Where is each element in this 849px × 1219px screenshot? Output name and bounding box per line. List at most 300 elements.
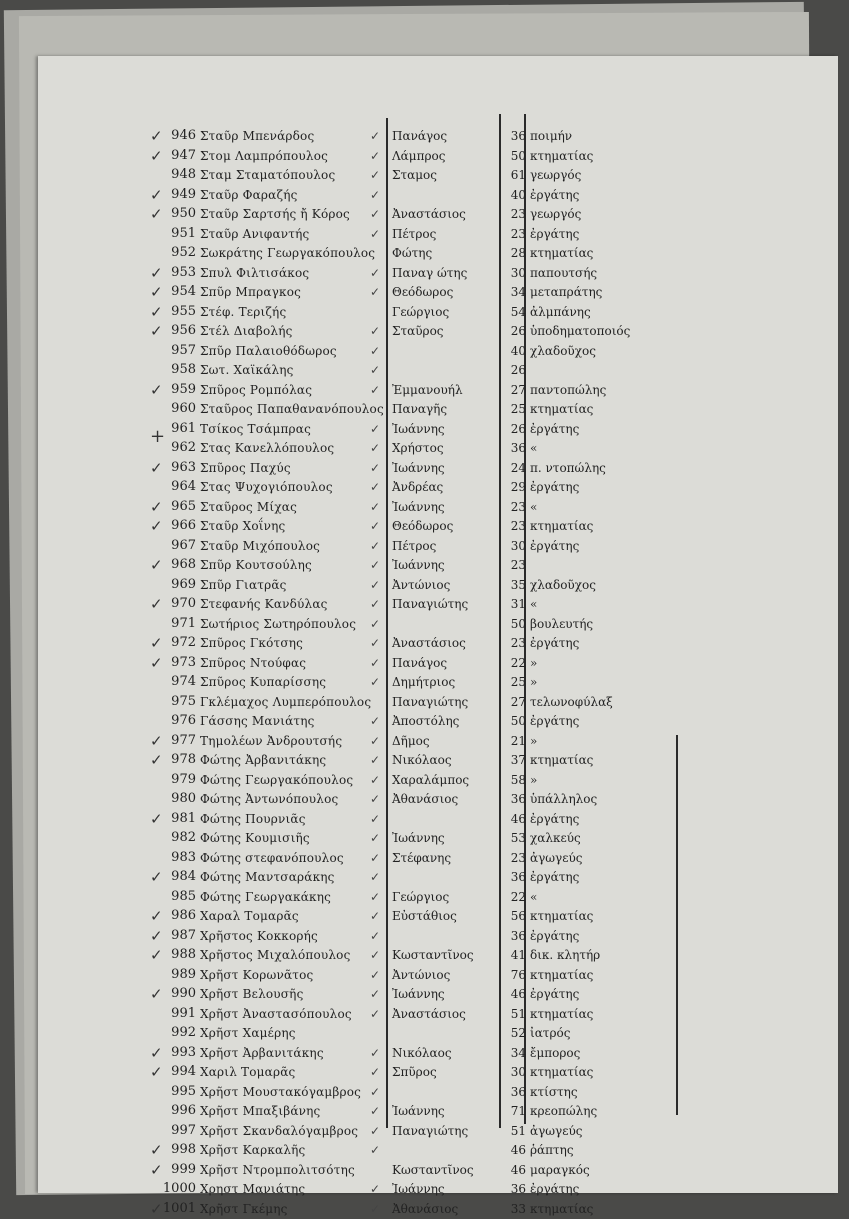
entry-name: Στας Κανελλόπουλος (200, 441, 335, 455)
entry-name: Σπῦρ Παλαιοθόδωρος (200, 343, 337, 358)
register-row (0, 1199, 849, 1219)
entry-occupation: « (530, 889, 538, 904)
check-mark: ✓ (150, 185, 163, 204)
entry-name: Σταῦρ Χοΐνης (200, 519, 286, 533)
tick-mark: ✓ (370, 382, 381, 397)
entry-number: 969 (171, 576, 196, 592)
check-mark: ✓ (150, 302, 163, 321)
register-row (0, 399, 849, 419)
register-row (0, 594, 849, 614)
tick-mark: ✓ (370, 577, 381, 592)
father-name: Νικόλαος (392, 1045, 452, 1060)
tick-mark: ✓ (370, 226, 381, 241)
tick-mark: ✓ (370, 1006, 381, 1021)
entry-name: Στέφ. Τεριζής (200, 304, 287, 319)
entry-age: 22 (510, 889, 526, 904)
entry-number: 963 (171, 459, 196, 475)
entry-name: Στας Ψυχογιόπουλος (200, 480, 333, 494)
register-row (0, 750, 849, 770)
entry-number: 957 (171, 342, 196, 358)
entry-occupation: κτηματίας (530, 1201, 594, 1216)
entry-occupation: ἐργάτης (530, 538, 580, 553)
father-name: Σταῦρος (392, 324, 444, 338)
cross-mark: + (150, 426, 166, 447)
entry-age: 29 (510, 480, 526, 494)
register-row (0, 1121, 849, 1141)
father-name: Νικόλαος (392, 753, 452, 767)
entry-number: 975 (171, 693, 196, 709)
entry-name: Χρῆστ Σκανδαλόγαμβρος (200, 1123, 359, 1138)
entry-number: 959 (171, 381, 196, 397)
register-row (0, 380, 849, 400)
entry-occupation: ἀγωγεύς (530, 1123, 583, 1138)
entry-age: 46 (510, 811, 526, 826)
entry-number: 984 (171, 869, 196, 884)
entry-occupation: » (530, 772, 538, 787)
register-row (0, 1160, 849, 1180)
entry-occupation: μεταπράτης (530, 285, 603, 299)
check-mark: ✓ (150, 1063, 163, 1081)
entry-name: Σταῦρος Παπαθανανόπουλος (200, 402, 384, 416)
entry-occupation: « (530, 499, 538, 514)
entry-number: 981 (171, 810, 196, 826)
entry-occupation: χλαδοῦχος (530, 343, 596, 358)
entry-name: Τημολέων Ἀνδρουτσής (200, 733, 343, 748)
entry-name: Σταῦρ Φαραζής (200, 187, 298, 202)
entry-occupation: κτηματίας (530, 148, 594, 163)
entry-age: 27 (510, 694, 526, 709)
father-name: Γεώργιος (392, 304, 450, 319)
tick-mark: ✓ (370, 1201, 381, 1216)
father-name: Σταμος (392, 168, 437, 182)
entry-occupation: χλαδοῦχος (530, 577, 596, 592)
register-row (0, 731, 849, 751)
entry-age: 36 (510, 792, 526, 806)
tick-mark: ✓ (370, 772, 381, 787)
entry-name: Στεφανής Κανδύλας (200, 597, 328, 611)
check-mark: ✓ (150, 731, 163, 750)
tick-mark: ✓ (370, 538, 381, 553)
entry-name: Στέλ Διαβολής (200, 324, 293, 338)
entry-age: 28 (510, 246, 526, 260)
entry-number: 986 (171, 908, 196, 923)
register-row (0, 360, 849, 380)
register-row (0, 692, 849, 712)
entry-occupation: ἐργάτης (530, 987, 580, 1001)
entry-name: Σπῦρ Κουτσούλης (200, 558, 312, 572)
check-mark: ✓ (150, 595, 163, 613)
entry-occupation: κτηματίας (530, 246, 594, 260)
father-name: Ἐμμανουήλ (392, 382, 463, 397)
entry-name: Σπῦρος Παχύς (200, 460, 291, 475)
entry-age: 23 (510, 850, 526, 865)
register-row (0, 185, 849, 205)
entry-occupation: π. ντοπώλης (530, 460, 606, 475)
entry-age: 31 (510, 597, 526, 611)
entry-occupation: ἐργάτης (530, 226, 580, 241)
entry-occupation: παπουτσής (530, 265, 598, 280)
tick-mark: ✓ (370, 265, 381, 280)
entry-occupation: γεωργός (530, 207, 582, 221)
father-name: Δῆμος (392, 733, 430, 748)
check-mark: ✓ (150, 283, 163, 301)
entry-number: 960 (171, 401, 196, 416)
check-mark: ✓ (150, 946, 163, 964)
entry-age: 54 (510, 304, 526, 319)
tick-mark: ✓ (370, 187, 381, 202)
check-mark: ✓ (150, 458, 163, 477)
register-row (0, 1101, 849, 1121)
register-row (0, 341, 849, 361)
father-name: Παναγ ώτης (392, 265, 468, 280)
check-mark: ✓ (150, 868, 163, 886)
check-mark: ✓ (150, 263, 163, 282)
father-name: Κωσταντῖνος (392, 1162, 474, 1177)
father-name: Χαραλάμπος (392, 772, 470, 787)
register-row (0, 243, 849, 263)
register-row (0, 887, 849, 907)
father-name: Ἰωάννης (392, 1104, 445, 1118)
entry-number: 955 (171, 303, 196, 319)
tick-mark: ✓ (370, 870, 381, 884)
entry-age: 37 (510, 753, 526, 767)
father-name: Ἰωάννης (392, 499, 445, 514)
father-name: Παναγιώτης (392, 597, 469, 611)
father-name: Παναγιώτης (392, 1123, 469, 1138)
entry-name: Φώτης Γεωργακόπουλος (200, 772, 354, 787)
entry-name: Σταῦρ Ανιφαντής (200, 226, 310, 241)
entry-age: 34 (510, 285, 526, 299)
tick-mark: ✓ (370, 811, 381, 826)
father-name: Ἰωάννης (392, 558, 445, 572)
register-row (0, 438, 849, 458)
entry-age: 23 (510, 226, 526, 241)
entry-name: Χρῆστος Μιχαλόπουλος (200, 948, 351, 962)
tick-mark: ✓ (370, 441, 381, 455)
entry-occupation: ἐργάτης (530, 928, 580, 943)
register-row (0, 302, 849, 322)
tick-mark: ✓ (370, 733, 381, 748)
check-mark: ✓ (150, 1160, 163, 1179)
register-row (0, 146, 849, 166)
tick-mark: ✓ (370, 655, 381, 670)
entry-number: 988 (171, 947, 196, 962)
register-row (0, 516, 849, 536)
entry-name: Σταῦρ Σαρτσής ἤ Κόρος (200, 207, 350, 221)
register-row (0, 165, 849, 185)
entry-age: 26 (510, 363, 526, 377)
check-mark: ✓ (150, 751, 163, 769)
check-mark: ✓ (150, 926, 163, 945)
entry-number: 976 (171, 713, 196, 728)
check-mark: ✓ (150, 907, 163, 925)
father-name: Ἀνδρέας (392, 480, 444, 494)
register-row (0, 984, 849, 1004)
entry-number: 987 (171, 927, 196, 943)
father-name: Εὐστάθιος (392, 909, 457, 923)
father-name: Λάμπρος (392, 148, 446, 163)
entry-number: 973 (171, 654, 196, 670)
entry-name: Σταμ Σταματόπουλος (200, 168, 336, 182)
tick-mark: ✓ (370, 1123, 381, 1138)
register-row (0, 906, 849, 926)
tick-mark: ✓ (370, 207, 381, 221)
entry-occupation: δικ. κλητήρ (530, 948, 601, 962)
entry-name: Σταῦρος Μίχας (200, 499, 298, 514)
entry-occupation: ἀλμπάνης (530, 304, 591, 319)
entry-name: Χρῆστ Ἀρβανιτάκης (200, 1045, 324, 1060)
entry-name: Γκλέμαχος Λυμπερόπουλος (200, 694, 372, 709)
register-row (0, 1082, 849, 1102)
entry-name: Φώτης Πουρνιᾶς (200, 811, 306, 826)
register-row (0, 1023, 849, 1043)
register-row (0, 497, 849, 517)
register-row (0, 965, 849, 985)
register-row (0, 458, 849, 478)
entry-age: 53 (510, 831, 526, 845)
tick-mark: ✓ (370, 499, 381, 514)
father-name: Ἀναστάσιος (392, 636, 466, 650)
entry-occupation: κτηματίας (530, 519, 594, 533)
entry-number: 966 (171, 518, 196, 533)
tick-mark: ✓ (370, 850, 381, 865)
entry-name: Χρῆστ Μουστακόγαμβρος (200, 1084, 362, 1099)
check-mark: ✓ (150, 634, 163, 652)
entry-number: 990 (171, 986, 196, 1001)
entry-occupation: κρεοπώλης (530, 1104, 598, 1118)
entry-number: 953 (171, 264, 196, 280)
entry-name: Σωκράτης Γεωργακόπουλος (200, 246, 376, 260)
entry-number: 999 (171, 1161, 196, 1177)
entry-name: Σωτήριος Σωτηρόπουλος (200, 616, 357, 631)
entry-number: 964 (171, 479, 196, 494)
tick-mark: ✓ (370, 714, 381, 728)
entry-number: 989 (171, 966, 196, 982)
entry-age: 23 (510, 636, 526, 650)
entry-name: Φώτης Γεωργακάκης (200, 889, 332, 904)
entry-number: 961 (171, 420, 196, 436)
check-mark: ✓ (150, 127, 163, 145)
register-row (0, 945, 849, 965)
entry-number: 993 (171, 1044, 196, 1060)
tick-mark: ✓ (370, 129, 381, 143)
father-name: Πέτρος (392, 226, 437, 241)
entry-number: 1000 (162, 1181, 196, 1196)
check-mark: ✓ (150, 517, 163, 535)
father-name: Παναγιώτης (392, 694, 469, 709)
entry-age: 26 (510, 421, 526, 436)
entry-age: 23 (510, 499, 526, 514)
entry-occupation: ὑποδηματοποιός (530, 324, 631, 338)
entry-number: 992 (171, 1025, 196, 1040)
tick-mark: ✓ (370, 889, 381, 904)
entry-occupation: κτηματίας (530, 967, 594, 982)
entry-name: Τσίκος Τσάμπρας (200, 421, 312, 436)
entry-name: Σπῦρ Μπραγκος (200, 285, 302, 299)
entry-name: Στομ Λαμπρόπουλος (200, 148, 329, 163)
register-row (0, 1043, 849, 1063)
entry-occupation: ἀγωγεύς (530, 850, 583, 865)
tick-mark: ✓ (370, 987, 381, 1001)
entry-occupation: ῥάπτης (530, 1143, 574, 1157)
entry-age: 52 (510, 1026, 526, 1040)
father-name: Πανάγος (392, 655, 448, 670)
entry-age: 36 (510, 870, 526, 884)
entry-age: 23 (510, 558, 526, 572)
tick-mark: ✓ (370, 636, 381, 650)
check-mark: ✓ (150, 205, 163, 223)
register-row (0, 867, 849, 887)
tick-mark: ✓ (370, 168, 381, 182)
entry-age: 61 (510, 168, 526, 182)
father-name: Ἰωάννης (392, 460, 445, 475)
entry-occupation: μαραγκός (530, 1162, 590, 1177)
entry-occupation: ἐργάτης (530, 187, 580, 202)
father-name: Πέτρος (392, 538, 437, 553)
entry-occupation: κτίστης (530, 1084, 578, 1099)
entry-occupation: ἔμπορος (530, 1045, 581, 1060)
register-row (0, 555, 849, 575)
father-name: Πανάγος (392, 129, 448, 143)
father-name: Θεόδωρος (392, 285, 454, 299)
entry-name: Χρηστ Μανιάτης (200, 1182, 306, 1196)
father-name: Ἰωάννης (392, 987, 445, 1001)
tick-mark: ✓ (370, 675, 381, 689)
entry-number: 949 (171, 186, 196, 202)
entry-age: 36 (510, 1084, 526, 1099)
entry-name: Χρῆστ Γκέμης (200, 1201, 288, 1216)
entry-occupation: ἐργάτης (530, 421, 580, 436)
entry-number: 947 (171, 147, 196, 163)
entry-age: 51 (510, 1123, 526, 1138)
register-row (0, 770, 849, 790)
register-row (0, 224, 849, 244)
father-name: Ἰωάννης (392, 831, 445, 845)
entry-number: 950 (171, 206, 196, 221)
entry-number: 994 (171, 1064, 196, 1079)
tick-mark: ✓ (370, 1084, 381, 1099)
entry-occupation: ἐργάτης (530, 636, 580, 650)
register-row (0, 848, 849, 868)
father-name: Χρήστος (392, 441, 444, 455)
entry-name: Χρῆστ Κορωνᾶτος (200, 967, 314, 982)
entry-occupation: κτηματίας (530, 1065, 594, 1079)
tick-mark: ✓ (370, 421, 381, 436)
entry-number: 991 (171, 1005, 196, 1021)
entry-number: 948 (171, 167, 196, 182)
father-name: Γεώργιος (392, 889, 450, 904)
register-row (0, 828, 849, 848)
entry-number: 951 (171, 225, 196, 241)
entry-name: Χρῆστ Ἀναστασόπουλος (200, 1006, 352, 1021)
entry-number: 962 (171, 440, 196, 455)
register-row (0, 282, 849, 302)
tick-mark: ✓ (370, 792, 381, 806)
entry-name: Σπῦρ Γιατρᾶς (200, 577, 287, 592)
tick-mark: ✓ (370, 1045, 381, 1060)
entry-age: 34 (510, 1045, 526, 1060)
entry-number: 980 (171, 791, 196, 806)
tick-mark: ✓ (370, 1182, 381, 1196)
entry-age: 22 (510, 655, 526, 670)
register-row (0, 419, 849, 439)
register-row (0, 809, 849, 829)
entry-age: 27 (510, 382, 526, 397)
check-mark: ✓ (150, 1199, 163, 1218)
entry-age: 40 (510, 187, 526, 202)
entry-age: 23 (510, 519, 526, 533)
tick-mark: ✓ (370, 460, 381, 475)
check-mark: ✓ (150, 1043, 163, 1062)
tick-mark: ✓ (370, 1065, 381, 1079)
entry-occupation: » (530, 675, 538, 689)
entry-occupation: βουλευτής (530, 616, 594, 631)
entry-age: 46 (510, 987, 526, 1001)
father-name: Ἀθανάσιος (392, 792, 459, 806)
entry-age: 50 (510, 616, 526, 631)
entry-occupation: « (530, 441, 538, 455)
entry-occupation: ἐργάτης (530, 811, 580, 826)
entry-number: 979 (171, 771, 196, 787)
register-row (0, 536, 849, 556)
father-name: Ἀναστάσιος (392, 207, 466, 221)
entry-name: Φώτης Ἀντωνόπουλος (200, 792, 339, 806)
entry-occupation: κτηματίας (530, 909, 594, 923)
entry-name: Φώτης Ἀρβανιτάκης (200, 753, 327, 767)
entry-number: 972 (171, 635, 196, 650)
entry-name: Χρῆστ Χαμέρης (200, 1026, 296, 1040)
entry-number: 968 (171, 557, 196, 572)
entry-number: 995 (171, 1083, 196, 1099)
entry-name: Φώτης Κουμισιῆς (200, 831, 310, 845)
entry-name: Χαριλ Τομαρᾶς (200, 1065, 296, 1079)
register-row (0, 614, 849, 634)
entry-occupation: κτηματίας (530, 1006, 594, 1021)
entry-occupation: τελωνοφύλαξ (530, 694, 613, 709)
entry-name: Χαραλ Τομαρᾶς (200, 909, 299, 923)
entry-age: 24 (510, 460, 526, 475)
entry-name: Σπῦρος Κυπαρίσσης (200, 675, 327, 689)
entry-occupation: ἐργάτης (530, 714, 580, 728)
tick-mark: ✓ (370, 363, 381, 377)
register-row (0, 711, 849, 731)
father-name: Δημήτριος (392, 675, 456, 689)
entry-occupation: γεωργός (530, 168, 582, 182)
entry-name: Γάσσης Μανιάτης (200, 714, 315, 728)
tick-mark: ✓ (370, 616, 381, 631)
tick-mark: ✓ (370, 909, 381, 923)
register-row (0, 653, 849, 673)
register-row (0, 477, 849, 497)
entry-occupation: ποιμήν (530, 129, 573, 143)
entry-age: 30 (510, 265, 526, 280)
entry-age: 58 (510, 772, 526, 787)
entry-name: Σπῦρος Ρομπόλας (200, 382, 313, 397)
entry-name: Σπυλ Φιλτισάκος (200, 265, 310, 280)
father-name: Ἀντώνιος (392, 967, 451, 982)
entry-age: 46 (510, 1162, 526, 1177)
entry-name: Χρῆστος Κοκκορής (200, 928, 318, 943)
entry-age: 36 (510, 441, 526, 455)
tick-mark: ✓ (370, 148, 381, 163)
entry-name: Σπῦρος Ντούφας (200, 655, 307, 670)
entry-name: Φώτης Μαντσαράκης (200, 870, 335, 884)
entry-name: Χρῆστ Μπαξιβάνης (200, 1104, 321, 1118)
father-name: Θεόδωρος (392, 519, 454, 533)
check-mark: ✓ (150, 380, 163, 399)
entry-number: 946 (171, 128, 196, 143)
entry-age: 76 (510, 967, 526, 982)
